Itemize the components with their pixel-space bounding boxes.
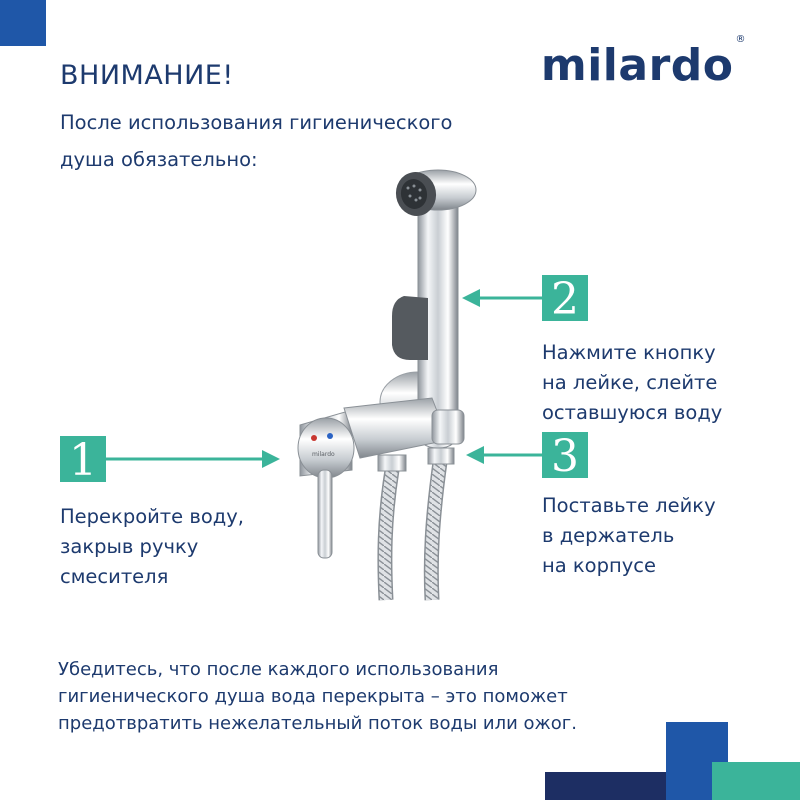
arrow-step-1 [104,450,280,468]
mixer-brand-label: milardo [312,451,335,458]
subtitle-line-1: После использования гигиенического [60,111,453,134]
shower-hose [385,462,440,600]
step-3-caption [542,491,782,581]
trigger-button [392,296,428,360]
arrow-step-2 [462,289,542,307]
arrow-step-3 [466,446,542,464]
brand-name: milardo [540,40,734,91]
step-1-number: 1 [60,436,106,482]
step-1-caption [60,502,300,592]
mixer-handle [318,470,332,558]
step-3-number: 3 [542,432,588,478]
step-2-line-3: оставшуюся воду [542,401,723,424]
step-3-line-3: на корпусе [542,554,656,577]
step-1-line-2: закрыв ручку [60,535,199,558]
footer-line-3: предотвратить нежелательный поток воды или ожог. [58,713,577,734]
step-3-line-2: в держатель [542,524,675,547]
footer-line-1: Убедитесь, что после каждого использования [58,659,499,680]
footer-note [58,656,678,737]
step-2-line-2: на лейке, слейте [542,371,718,394]
brand-registered-mark: ® [735,34,746,46]
step-2-number: 2 [542,275,588,321]
step-3-line-1: Поставьте лейку [542,494,716,517]
step-1-line-1: Перекройте воду, [60,505,244,528]
step-1-line-3: смесителя [60,565,169,588]
page-title: ВНИМАНИЕ! [60,60,234,91]
step-2-caption [542,338,782,428]
subtitle-line-2: душа обязательно: [60,148,258,171]
footer-line-2: гигиенического душа вода перекрыта – это поможет [58,686,568,707]
corner-decoration-green [712,762,800,800]
step-2-line-1: Нажмите кнопку [542,341,716,364]
hose-connector [378,455,406,471]
hose-connector [428,448,454,464]
